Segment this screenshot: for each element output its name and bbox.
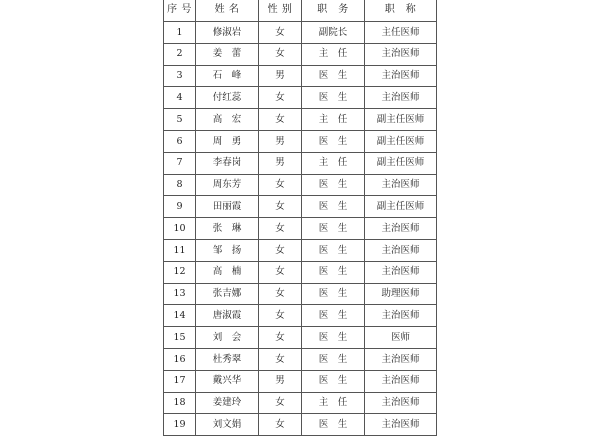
cell-position: 医 生 [302, 218, 365, 240]
cell-title: 主治医师 [365, 261, 437, 283]
cell-position: 医 生 [302, 414, 365, 436]
cell-sex: 女 [259, 283, 302, 305]
cell-position: 医 生 [302, 370, 365, 392]
cell-no: 18 [164, 392, 196, 414]
cell-name: 刘 会 [196, 327, 259, 349]
cell-name: 高 楠 [196, 261, 259, 283]
table-row [164, 152, 437, 174]
cell-title: 助理医师 [365, 283, 437, 305]
cell-sex: 男 [259, 370, 302, 392]
table-row [164, 218, 437, 240]
table-row [164, 370, 437, 392]
cell-title: 副主任医师 [365, 152, 437, 174]
table-row [164, 43, 437, 65]
cell-name: 李春岗 [196, 152, 259, 174]
cell-sex: 女 [259, 348, 302, 370]
cell-sex: 女 [259, 414, 302, 436]
cell-sex: 女 [259, 261, 302, 283]
cell-name: 邹 扬 [196, 239, 259, 261]
cell-position: 医 生 [302, 261, 365, 283]
table-row [164, 22, 437, 44]
cell-no: 6 [164, 130, 196, 152]
cell-name: 张 琳 [196, 218, 259, 240]
cell-no: 13 [164, 283, 196, 305]
header-position: 职 务 [302, 0, 365, 22]
cell-title: 副主任医师 [365, 109, 437, 131]
cell-sex: 女 [259, 22, 302, 44]
header-title: 职 称 [365, 0, 437, 22]
header-name: 姓 名 [196, 0, 259, 22]
cell-name: 田丽霞 [196, 196, 259, 218]
cell-position: 医 生 [302, 174, 365, 196]
cell-no: 19 [164, 414, 196, 436]
cell-sex: 女 [259, 305, 302, 327]
cell-name: 修淑岩 [196, 22, 259, 44]
cell-position: 医 生 [302, 283, 365, 305]
cell-title: 主任医师 [365, 22, 437, 44]
cell-title: 主治医师 [365, 392, 437, 414]
cell-title: 主治医师 [365, 414, 437, 436]
table-row [164, 392, 437, 414]
cell-title: 主治医师 [365, 239, 437, 261]
cell-sex: 女 [259, 392, 302, 414]
cell-position: 医 生 [302, 87, 365, 109]
cell-no: 4 [164, 87, 196, 109]
cell-name: 杜秀翠 [196, 348, 259, 370]
cell-title: 副主任医师 [365, 130, 437, 152]
table-body [164, 22, 437, 436]
cell-title: 医师 [365, 327, 437, 349]
table-row [164, 239, 437, 261]
cell-name: 周 勇 [196, 130, 259, 152]
cell-title: 主治医师 [365, 43, 437, 65]
cell-sex: 女 [259, 196, 302, 218]
cell-position: 医 生 [302, 130, 365, 152]
cell-sex: 女 [259, 327, 302, 349]
header-no: 序 号 [164, 0, 196, 22]
cell-title: 主治医师 [365, 65, 437, 87]
cell-position: 主 任 [302, 392, 365, 414]
cell-no: 9 [164, 196, 196, 218]
cell-name: 戴兴华 [196, 370, 259, 392]
cell-sex: 男 [259, 130, 302, 152]
header-row [164, 0, 437, 22]
cell-sex: 女 [259, 43, 302, 65]
cell-name: 姜 蕾 [196, 43, 259, 65]
table-row [164, 348, 437, 370]
staff-table [163, 0, 437, 436]
cell-name: 刘文娟 [196, 414, 259, 436]
cell-position: 医 生 [302, 196, 365, 218]
cell-position: 医 生 [302, 348, 365, 370]
cell-position: 主 任 [302, 152, 365, 174]
cell-position: 医 生 [302, 327, 365, 349]
cell-title: 主治医师 [365, 348, 437, 370]
cell-position: 医 生 [302, 65, 365, 87]
table-row [164, 261, 437, 283]
table-row [164, 414, 437, 436]
cell-no: 17 [164, 370, 196, 392]
table-row [164, 87, 437, 109]
table-header [164, 0, 437, 22]
table-row [164, 196, 437, 218]
cell-title: 主治医师 [365, 174, 437, 196]
cell-no: 1 [164, 22, 196, 44]
cell-sex: 男 [259, 65, 302, 87]
table-row [164, 65, 437, 87]
table-row [164, 130, 437, 152]
cell-sex: 男 [259, 152, 302, 174]
cell-sex: 女 [259, 109, 302, 131]
cell-no: 8 [164, 174, 196, 196]
cell-name: 姜建玲 [196, 392, 259, 414]
table-row [164, 174, 437, 196]
cell-title: 主治医师 [365, 218, 437, 240]
cell-no: 16 [164, 348, 196, 370]
cell-position: 医 生 [302, 305, 365, 327]
cell-title: 主治医师 [365, 87, 437, 109]
cell-title: 副主任医师 [365, 196, 437, 218]
cell-position: 副院长 [302, 22, 365, 44]
cell-name: 高 宏 [196, 109, 259, 131]
cell-sex: 女 [259, 174, 302, 196]
cell-title: 主治医师 [365, 370, 437, 392]
cell-no: 2 [164, 43, 196, 65]
table-row [164, 305, 437, 327]
cell-name: 周东芳 [196, 174, 259, 196]
cell-no: 10 [164, 218, 196, 240]
cell-no: 14 [164, 305, 196, 327]
cell-name: 付红蕊 [196, 87, 259, 109]
cell-no: 7 [164, 152, 196, 174]
table-row [164, 327, 437, 349]
cell-no: 15 [164, 327, 196, 349]
cell-name: 唐淑霞 [196, 305, 259, 327]
cell-name: 石 峰 [196, 65, 259, 87]
cell-position: 主 任 [302, 109, 365, 131]
cell-no: 12 [164, 261, 196, 283]
cell-no: 3 [164, 65, 196, 87]
cell-sex: 女 [259, 218, 302, 240]
cell-position: 主 任 [302, 43, 365, 65]
cell-sex: 女 [259, 239, 302, 261]
cell-name: 张吉娜 [196, 283, 259, 305]
header-sex: 性 别 [259, 0, 302, 22]
cell-title: 主治医师 [365, 305, 437, 327]
cell-position: 医 生 [302, 239, 365, 261]
cell-no: 11 [164, 239, 196, 261]
cell-no: 5 [164, 109, 196, 131]
table-row [164, 109, 437, 131]
table-row [164, 283, 437, 305]
cell-sex: 女 [259, 87, 302, 109]
